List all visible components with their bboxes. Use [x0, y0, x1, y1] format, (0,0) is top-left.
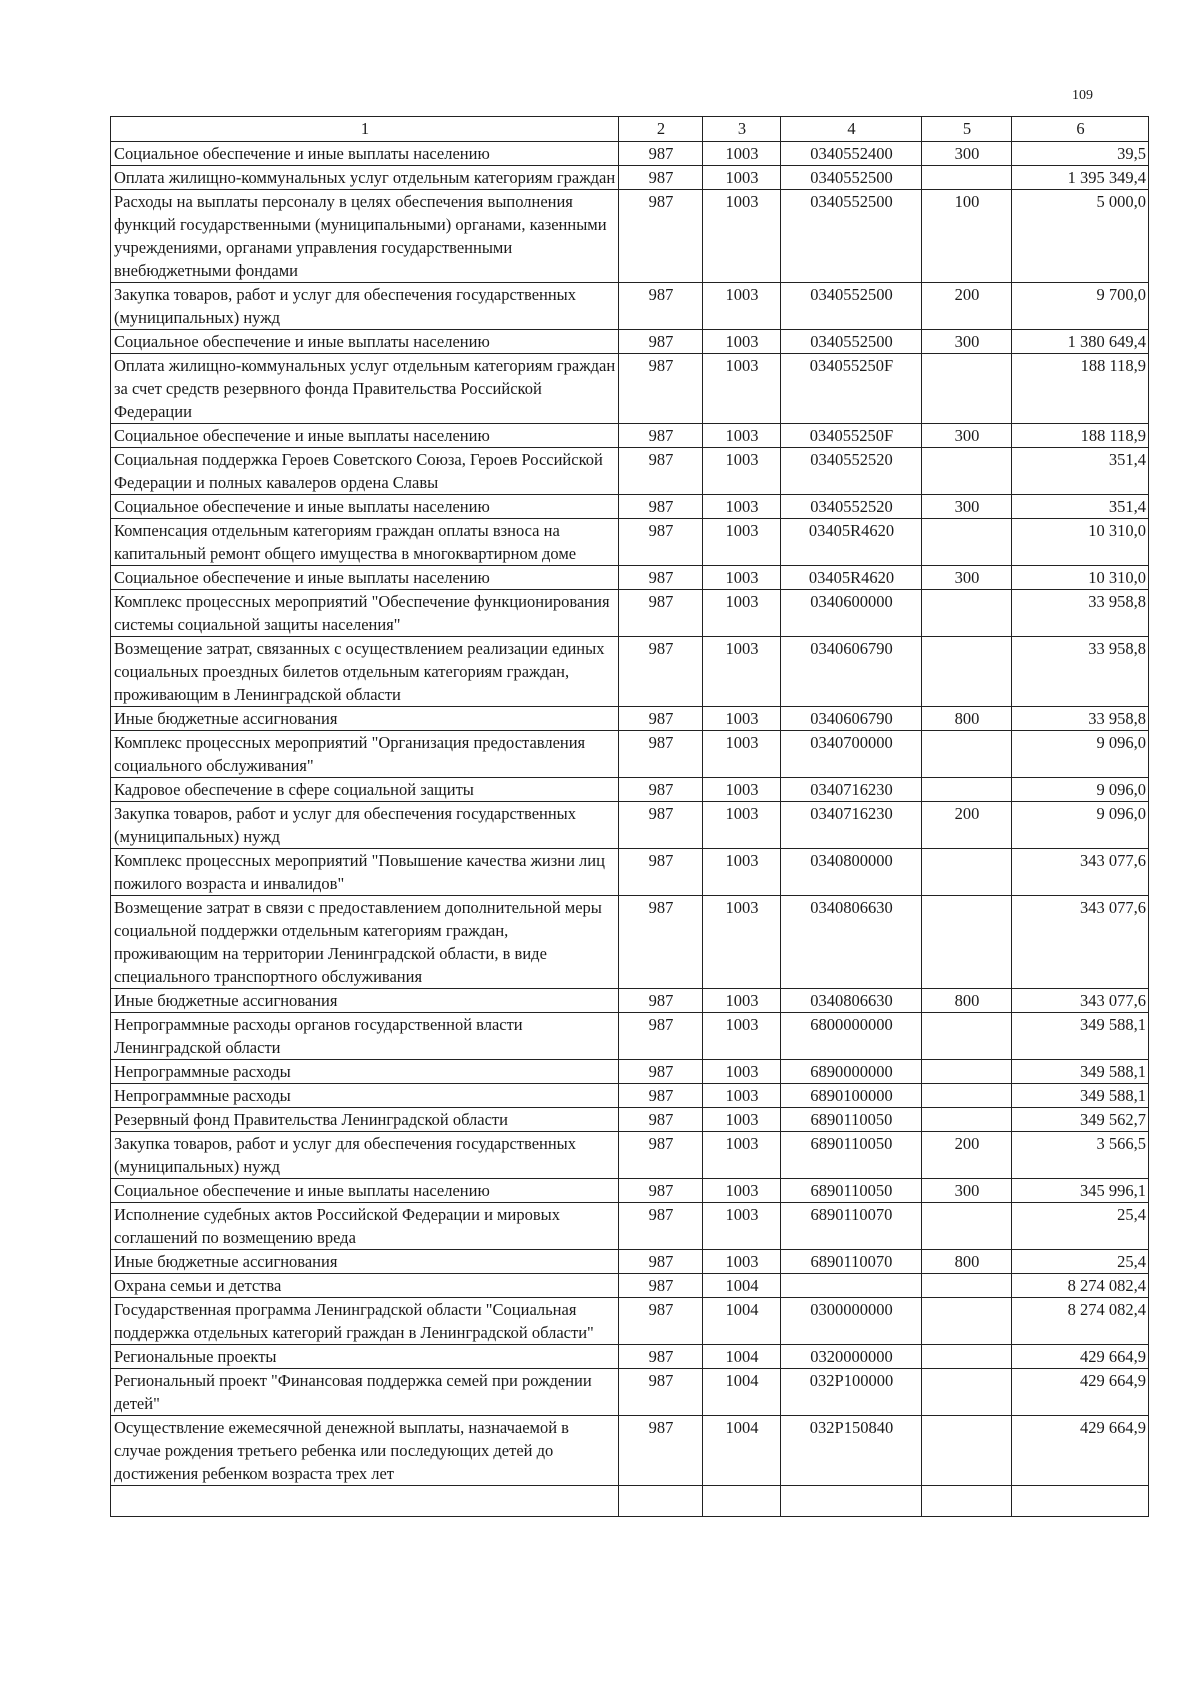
row-grbs-cell: 987	[619, 1179, 703, 1203]
row-section-cell: 1004	[703, 1345, 781, 1369]
table-row	[111, 448, 1149, 495]
table-row	[111, 190, 1149, 283]
row-section-cell: 1003	[703, 731, 781, 778]
table-row	[111, 1369, 1149, 1416]
row-section-cell: 1003	[703, 1250, 781, 1274]
row-grbs-cell: 987	[619, 778, 703, 802]
row-amount-cell: 349 562,7	[1012, 1108, 1149, 1132]
row-target-cell: 0340716230	[781, 802, 922, 849]
row-amount-cell: 25,4	[1012, 1250, 1149, 1274]
row-grbs-cell: 987	[619, 1298, 703, 1345]
row-amount-cell: 33 958,8	[1012, 590, 1149, 637]
table-row	[111, 1179, 1149, 1203]
table-row	[111, 1132, 1149, 1179]
row-target-cell: 0340552500	[781, 166, 922, 190]
table-row	[111, 354, 1149, 424]
row-type-cell	[922, 1369, 1012, 1416]
row-section-cell: 1003	[703, 849, 781, 896]
row-section-cell: 1003	[703, 190, 781, 283]
row-grbs-cell: 987	[619, 1203, 703, 1250]
row-type-cell: 800	[922, 707, 1012, 731]
row-section-cell: 1003	[703, 283, 781, 330]
row-amount-cell: 349 588,1	[1012, 1084, 1149, 1108]
row-section-cell: 1003	[703, 590, 781, 637]
row-grbs-cell: 987	[619, 802, 703, 849]
table-row	[111, 707, 1149, 731]
row-name-cell: Государственная программа Ленинградской области "Социальная поддержка отдельных категорий граждан в Ленинградской области"	[111, 1298, 619, 1345]
row-amount-cell: 33 958,8	[1012, 707, 1149, 731]
row-type-cell	[922, 1345, 1012, 1369]
table-header	[111, 117, 1149, 142]
row-target-cell: 03405R4620	[781, 519, 922, 566]
filler-cell	[111, 1486, 619, 1517]
row-grbs-cell: 987	[619, 354, 703, 424]
header-col-4: 4	[781, 117, 922, 142]
row-amount-cell: 429 664,9	[1012, 1416, 1149, 1486]
filler-cell	[781, 1486, 922, 1517]
header-col-1: 1	[111, 117, 619, 142]
row-section-cell: 1003	[703, 142, 781, 166]
table-row	[111, 1250, 1149, 1274]
row-target-cell: 03405R4620	[781, 566, 922, 590]
table-row	[111, 989, 1149, 1013]
row-section-cell: 1003	[703, 707, 781, 731]
row-type-cell: 800	[922, 1250, 1012, 1274]
row-target-cell	[781, 1274, 922, 1298]
row-amount-cell: 1 395 349,4	[1012, 166, 1149, 190]
row-amount-cell: 343 077,6	[1012, 849, 1149, 896]
row-type-cell	[922, 849, 1012, 896]
row-type-cell	[922, 1416, 1012, 1486]
row-section-cell: 1003	[703, 1060, 781, 1084]
row-section-cell: 1003	[703, 637, 781, 707]
row-name-cell: Возмещение затрат в связи с предоставлением дополнительной меры социальной поддержки отдельным категориям граждан, проживающим на территории Ленинградской области, в виде специального транспортного обслуживания	[111, 896, 619, 989]
filler-cell	[922, 1486, 1012, 1517]
row-name-cell: Резервный фонд Правительства Ленинградской области	[111, 1108, 619, 1132]
row-amount-cell: 345 996,1	[1012, 1179, 1149, 1203]
row-grbs-cell: 987	[619, 1416, 703, 1486]
table-row	[111, 166, 1149, 190]
row-target-cell: 0300000000	[781, 1298, 922, 1345]
row-type-cell	[922, 778, 1012, 802]
row-target-cell: 6890000000	[781, 1060, 922, 1084]
header-row	[111, 117, 1149, 142]
row-name-cell: Расходы на выплаты персоналу в целях обеспечения выполнения функций государственными (муниципальными) органами, казенными учреждениями, органами управления государственными внебюджетными фондами	[111, 190, 619, 283]
row-grbs-cell: 987	[619, 1108, 703, 1132]
row-target-cell: 6890110050	[781, 1108, 922, 1132]
row-section-cell: 1004	[703, 1274, 781, 1298]
budget-table	[110, 116, 1149, 1517]
row-target-cell: 6890100000	[781, 1084, 922, 1108]
row-type-cell: 200	[922, 802, 1012, 849]
table-row	[111, 590, 1149, 637]
table-row	[111, 1108, 1149, 1132]
row-target-cell: 032P100000	[781, 1369, 922, 1416]
row-amount-cell: 351,4	[1012, 448, 1149, 495]
row-grbs-cell: 987	[619, 1345, 703, 1369]
row-grbs-cell: 987	[619, 166, 703, 190]
header-col-5: 5	[922, 117, 1012, 142]
page-number: 109	[1072, 88, 1093, 103]
row-target-cell: 0340552520	[781, 448, 922, 495]
row-amount-cell: 349 588,1	[1012, 1060, 1149, 1084]
row-type-cell	[922, 637, 1012, 707]
row-section-cell: 1003	[703, 1084, 781, 1108]
row-section-cell: 1003	[703, 1179, 781, 1203]
row-grbs-cell: 987	[619, 142, 703, 166]
row-amount-cell: 349 588,1	[1012, 1013, 1149, 1060]
row-type-cell: 200	[922, 283, 1012, 330]
row-name-cell: Компенсация отдельным категориям граждан оплаты взноса на капитальный ремонт общего имущества в многоквартирном доме	[111, 519, 619, 566]
row-grbs-cell: 987	[619, 495, 703, 519]
header-col-6: 6	[1012, 117, 1149, 142]
table-row	[111, 330, 1149, 354]
row-grbs-cell: 987	[619, 424, 703, 448]
row-target-cell: 0340552400	[781, 142, 922, 166]
table-row	[111, 1060, 1149, 1084]
row-grbs-cell: 987	[619, 1132, 703, 1179]
row-section-cell: 1003	[703, 1108, 781, 1132]
table-row	[111, 1345, 1149, 1369]
table-row	[111, 566, 1149, 590]
table-row	[111, 778, 1149, 802]
table-row	[111, 802, 1149, 849]
row-type-cell	[922, 519, 1012, 566]
row-amount-cell: 429 664,9	[1012, 1369, 1149, 1416]
row-type-cell	[922, 731, 1012, 778]
row-type-cell: 300	[922, 566, 1012, 590]
row-name-cell: Закупка товаров, работ и услуг для обеспечения государственных (муниципальных) нужд	[111, 283, 619, 330]
row-name-cell: Охрана семьи и детства	[111, 1274, 619, 1298]
row-type-cell: 200	[922, 1132, 1012, 1179]
row-grbs-cell: 987	[619, 1060, 703, 1084]
table-row	[111, 1203, 1149, 1250]
table-row	[111, 1416, 1149, 1486]
row-name-cell: Социальное обеспечение и иные выплаты населению	[111, 330, 619, 354]
row-target-cell: 6890110050	[781, 1132, 922, 1179]
row-name-cell: Социальное обеспечение и иные выплаты населению	[111, 142, 619, 166]
filler-cell	[619, 1486, 703, 1517]
row-grbs-cell: 987	[619, 707, 703, 731]
row-section-cell: 1003	[703, 1013, 781, 1060]
row-target-cell: 034055250F	[781, 354, 922, 424]
row-grbs-cell: 987	[619, 519, 703, 566]
row-amount-cell: 10 310,0	[1012, 566, 1149, 590]
row-grbs-cell: 987	[619, 190, 703, 283]
row-amount-cell: 429 664,9	[1012, 1345, 1149, 1369]
row-amount-cell: 8 274 082,4	[1012, 1274, 1149, 1298]
row-name-cell: Комплекс процессных мероприятий "Организация предоставления социального обслуживания"	[111, 731, 619, 778]
row-target-cell: 0340552500	[781, 190, 922, 283]
table-row	[111, 849, 1149, 896]
row-section-cell: 1003	[703, 1132, 781, 1179]
row-type-cell	[922, 1298, 1012, 1345]
row-amount-cell: 351,4	[1012, 495, 1149, 519]
row-target-cell: 0340606790	[781, 707, 922, 731]
row-section-cell: 1003	[703, 448, 781, 495]
filler-cell	[1012, 1486, 1149, 1517]
row-name-cell: Региональные проекты	[111, 1345, 619, 1369]
row-section-cell: 1003	[703, 778, 781, 802]
row-amount-cell: 9 096,0	[1012, 778, 1149, 802]
table-row	[111, 637, 1149, 707]
row-section-cell: 1003	[703, 166, 781, 190]
row-target-cell: 0340806630	[781, 989, 922, 1013]
row-name-cell: Закупка товаров, работ и услуг для обеспечения государственных (муниципальных) нужд	[111, 1132, 619, 1179]
row-section-cell: 1004	[703, 1416, 781, 1486]
row-grbs-cell: 987	[619, 849, 703, 896]
row-section-cell: 1003	[703, 802, 781, 849]
row-grbs-cell: 987	[619, 989, 703, 1013]
row-amount-cell: 25,4	[1012, 1203, 1149, 1250]
row-name-cell: Комплекс процессных мероприятий "Повышение качества жизни лиц пожилого возраста и инвалидов"	[111, 849, 619, 896]
row-grbs-cell: 987	[619, 590, 703, 637]
filler-cell	[703, 1486, 781, 1517]
row-grbs-cell: 987	[619, 1369, 703, 1416]
row-name-cell: Кадровое обеспечение в сфере социальной защиты	[111, 778, 619, 802]
row-amount-cell: 188 118,9	[1012, 354, 1149, 424]
row-name-cell: Иные бюджетные ассигнования	[111, 989, 619, 1013]
row-amount-cell: 1 380 649,4	[1012, 330, 1149, 354]
table-filler-row	[111, 1486, 1149, 1517]
row-name-cell: Социальное обеспечение и иные выплаты населению	[111, 495, 619, 519]
row-type-cell: 300	[922, 1179, 1012, 1203]
table-body	[111, 142, 1149, 1517]
table-row	[111, 495, 1149, 519]
row-name-cell: Возмещение затрат, связанных с осуществлением реализации единых социальных проездных билетов отдельным категориям граждан, проживающим в Ленинградской области	[111, 637, 619, 707]
row-amount-cell: 3 566,5	[1012, 1132, 1149, 1179]
row-target-cell: 034055250F	[781, 424, 922, 448]
row-target-cell: 0340600000	[781, 590, 922, 637]
row-name-cell: Закупка товаров, работ и услуг для обеспечения государственных (муниципальных) нужд	[111, 802, 619, 849]
row-section-cell: 1003	[703, 896, 781, 989]
row-target-cell: 0340716230	[781, 778, 922, 802]
row-amount-cell: 343 077,6	[1012, 989, 1149, 1013]
row-target-cell: 6890110050	[781, 1179, 922, 1203]
row-section-cell: 1004	[703, 1298, 781, 1345]
row-name-cell: Исполнение судебных актов Российской Федерации и мировых соглашений по возмещению вреда	[111, 1203, 619, 1250]
row-section-cell: 1003	[703, 330, 781, 354]
row-target-cell: 6890110070	[781, 1203, 922, 1250]
row-name-cell: Социальное обеспечение и иные выплаты населению	[111, 424, 619, 448]
row-type-cell	[922, 1203, 1012, 1250]
row-section-cell: 1003	[703, 495, 781, 519]
row-grbs-cell: 987	[619, 1274, 703, 1298]
row-name-cell: Иные бюджетные ассигнования	[111, 1250, 619, 1274]
row-grbs-cell: 987	[619, 448, 703, 495]
row-target-cell: 0340700000	[781, 731, 922, 778]
row-section-cell: 1003	[703, 519, 781, 566]
row-target-cell: 0340552500	[781, 283, 922, 330]
header-col-2: 2	[619, 117, 703, 142]
row-type-cell	[922, 1060, 1012, 1084]
row-type-cell: 300	[922, 142, 1012, 166]
row-type-cell	[922, 354, 1012, 424]
table-row	[111, 283, 1149, 330]
row-grbs-cell: 987	[619, 330, 703, 354]
row-type-cell	[922, 1108, 1012, 1132]
row-section-cell: 1003	[703, 1203, 781, 1250]
row-name-cell: Оплата жилищно-коммунальных услуг отдельным категориям граждан за счет средств резервного фонда Правительства Российской Федерации	[111, 354, 619, 424]
row-grbs-cell: 987	[619, 566, 703, 590]
row-grbs-cell: 987	[619, 1250, 703, 1274]
row-section-cell: 1004	[703, 1369, 781, 1416]
row-target-cell: 0340806630	[781, 896, 922, 989]
row-name-cell: Социальное обеспечение и иные выплаты населению	[111, 566, 619, 590]
row-name-cell: Региональный проект "Финансовая поддержка семей при рождении детей"	[111, 1369, 619, 1416]
row-grbs-cell: 987	[619, 637, 703, 707]
row-type-cell: 100	[922, 190, 1012, 283]
row-amount-cell: 9 096,0	[1012, 802, 1149, 849]
row-name-cell: Комплекс процессных мероприятий "Обеспечение функционирования системы социальной защиты населения"	[111, 590, 619, 637]
row-name-cell: Социальное обеспечение и иные выплаты населению	[111, 1179, 619, 1203]
row-target-cell: 032P150840	[781, 1416, 922, 1486]
row-type-cell	[922, 1013, 1012, 1060]
row-target-cell: 0340800000	[781, 849, 922, 896]
row-name-cell: Социальная поддержка Героев Советского Союза, Героев Российской Федерации и полных кавалеров ордена Славы	[111, 448, 619, 495]
row-grbs-cell: 987	[619, 1084, 703, 1108]
row-type-cell	[922, 1274, 1012, 1298]
row-target-cell: 0320000000	[781, 1345, 922, 1369]
row-name-cell: Непрограммные расходы	[111, 1084, 619, 1108]
row-grbs-cell: 987	[619, 1013, 703, 1060]
table-row	[111, 731, 1149, 778]
table-row	[111, 1298, 1149, 1345]
row-target-cell: 0340552500	[781, 330, 922, 354]
table-row	[111, 424, 1149, 448]
row-amount-cell: 39,5	[1012, 142, 1149, 166]
row-type-cell	[922, 590, 1012, 637]
row-grbs-cell: 987	[619, 896, 703, 989]
row-amount-cell: 188 118,9	[1012, 424, 1149, 448]
row-section-cell: 1003	[703, 354, 781, 424]
row-target-cell: 0340606790	[781, 637, 922, 707]
row-grbs-cell: 987	[619, 731, 703, 778]
row-type-cell	[922, 1084, 1012, 1108]
row-amount-cell: 5 000,0	[1012, 190, 1149, 283]
table-row	[111, 1084, 1149, 1108]
row-type-cell: 300	[922, 330, 1012, 354]
header-col-3: 3	[703, 117, 781, 142]
row-type-cell: 800	[922, 989, 1012, 1013]
row-name-cell: Осуществление ежемесячной денежной выплаты, назначаемой в случае рождения третьего ребенка или последующих детей до достижения ребенком возраста трех лет	[111, 1416, 619, 1486]
row-target-cell: 6890110070	[781, 1250, 922, 1274]
row-target-cell: 0340552520	[781, 495, 922, 519]
row-section-cell: 1003	[703, 424, 781, 448]
row-type-cell: 300	[922, 495, 1012, 519]
table-row	[111, 142, 1149, 166]
table-row	[111, 1274, 1149, 1298]
row-name-cell: Непрограммные расходы	[111, 1060, 619, 1084]
row-grbs-cell: 987	[619, 283, 703, 330]
table-row	[111, 1013, 1149, 1060]
row-amount-cell: 10 310,0	[1012, 519, 1149, 566]
row-name-cell: Оплата жилищно-коммунальных услуг отдельным категориям граждан	[111, 166, 619, 190]
row-amount-cell: 8 274 082,4	[1012, 1298, 1149, 1345]
row-amount-cell: 9 700,0	[1012, 283, 1149, 330]
row-section-cell: 1003	[703, 989, 781, 1013]
table-row	[111, 519, 1149, 566]
row-type-cell	[922, 166, 1012, 190]
row-amount-cell: 343 077,6	[1012, 896, 1149, 989]
row-amount-cell: 9 096,0	[1012, 731, 1149, 778]
row-type-cell: 300	[922, 424, 1012, 448]
row-name-cell: Иные бюджетные ассигнования	[111, 707, 619, 731]
row-name-cell: Непрограммные расходы органов государственной власти Ленинградской области	[111, 1013, 619, 1060]
row-amount-cell: 33 958,8	[1012, 637, 1149, 707]
table-row	[111, 896, 1149, 989]
row-target-cell: 6800000000	[781, 1013, 922, 1060]
row-type-cell	[922, 448, 1012, 495]
row-section-cell: 1003	[703, 566, 781, 590]
row-type-cell	[922, 896, 1012, 989]
